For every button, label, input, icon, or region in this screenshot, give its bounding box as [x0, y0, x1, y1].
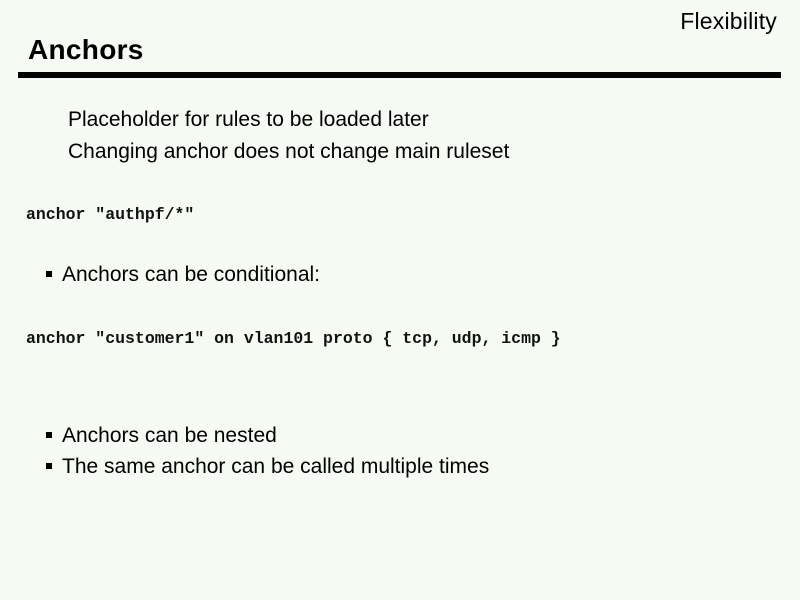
bullet-item-label: Anchors can be nested [62, 424, 277, 447]
slide-title: Anchors [28, 34, 144, 65]
bullet-item-label: The same anchor can be called multiple times [62, 455, 490, 478]
slide-corner-label: Flexibility [680, 8, 777, 34]
bullet-item-multiple-times [46, 452, 489, 482]
bullet-square-icon [46, 432, 52, 438]
code-snippet-customer1: anchor "customer1" on vlan101 proto { tcp, udp, icmp } [26, 329, 561, 348]
bullet-square-icon [46, 271, 52, 277]
code-snippet-authpf: anchor "authpf/*" [26, 205, 195, 224]
bullet-item-conditional [46, 260, 320, 290]
bullet-square-icon [46, 463, 52, 469]
intro-text-block [68, 104, 509, 168]
intro-line: Placeholder for rules to be loaded later [68, 108, 429, 131]
title-rule-divider [18, 72, 781, 78]
bullet-item-label: Anchors can be conditional: [62, 263, 320, 286]
intro-line: Changing anchor does not change main ruleset [68, 140, 510, 163]
bullet-item-nested [46, 421, 277, 451]
